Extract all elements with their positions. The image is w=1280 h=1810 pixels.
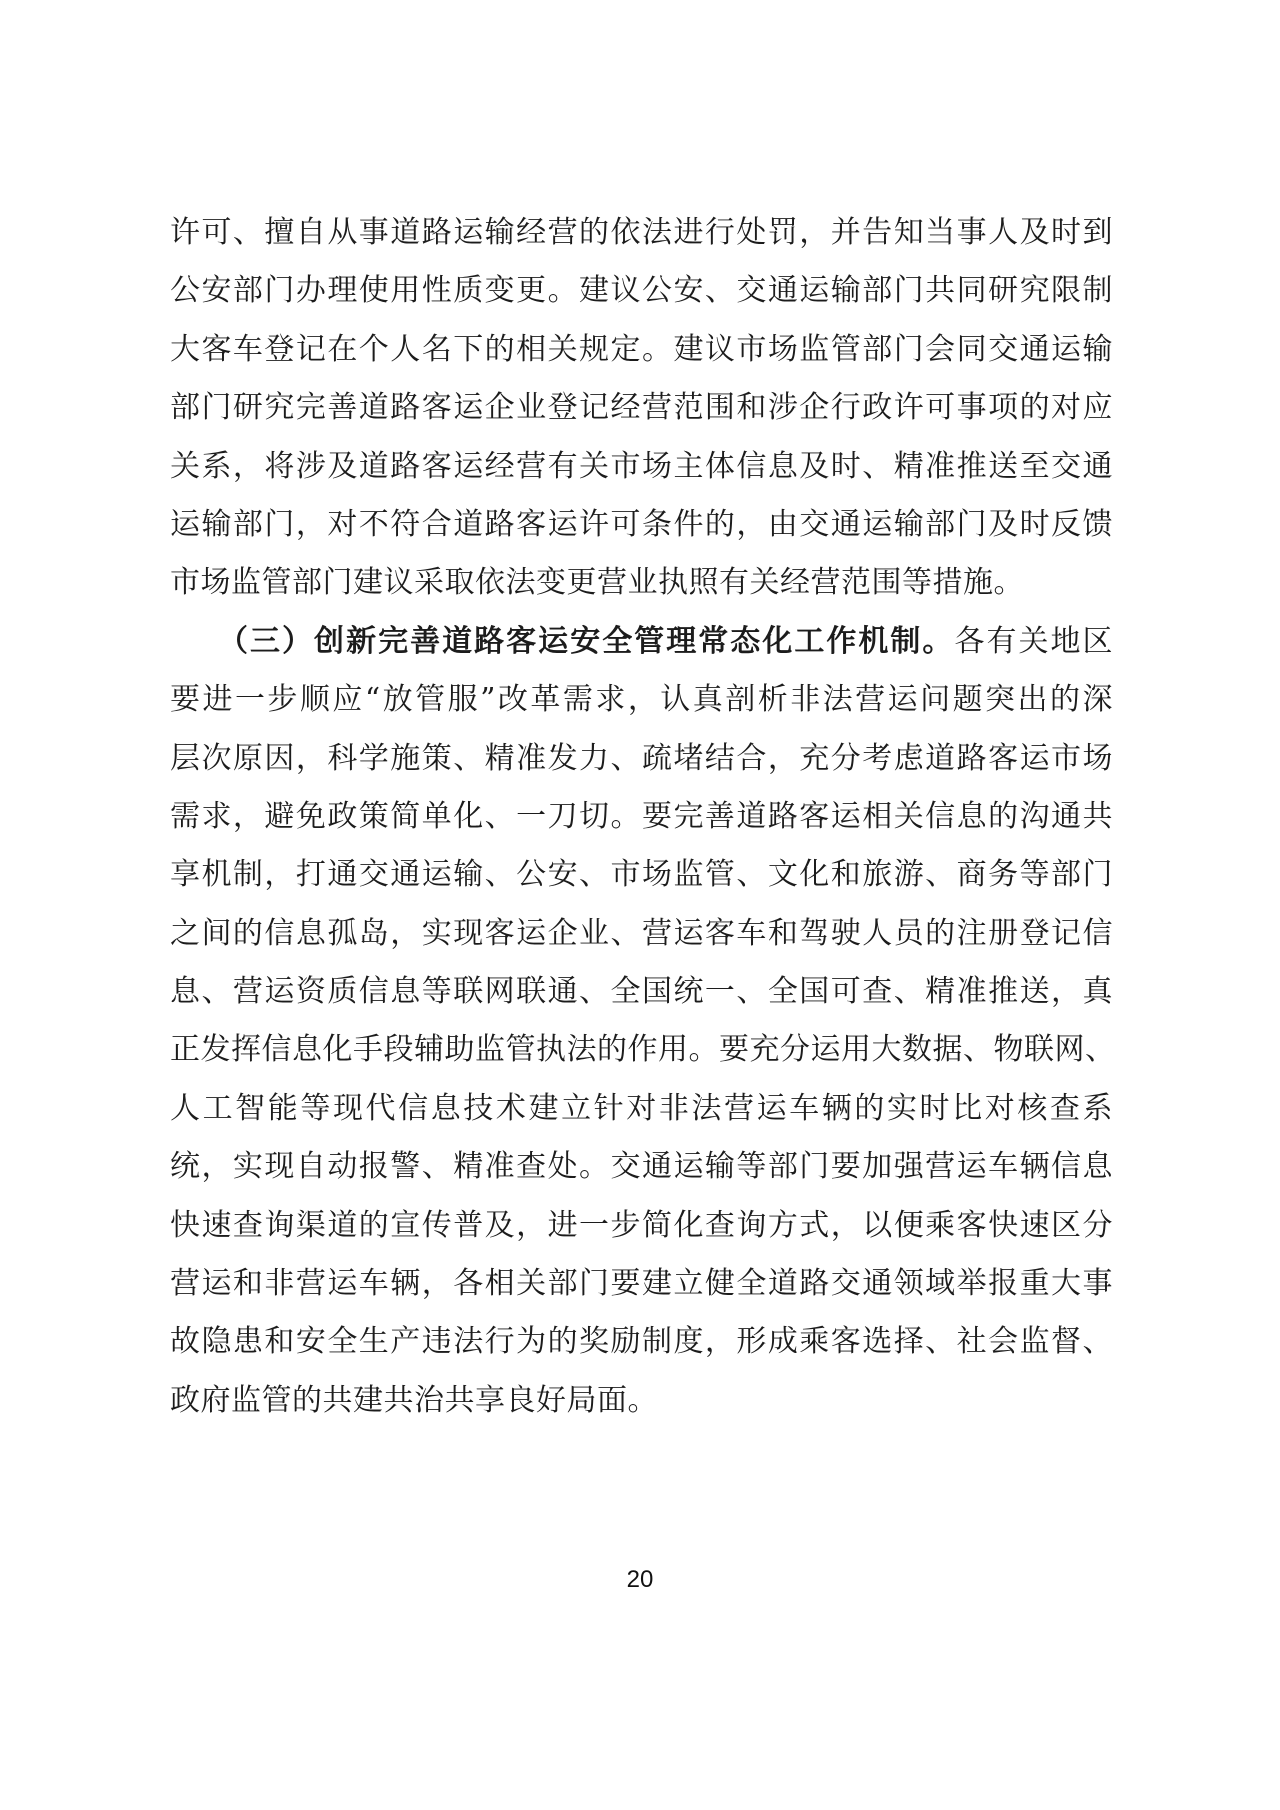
text-line: 正发挥信息化手段辅助监管执法的作用。要充分运用大数据、物联网、 — [170, 1032, 1116, 1068]
text-line-section-heading — [170, 613, 1113, 671]
text-line: 人工智能等现代信息技术建立针对非法营运车辆的实时比对核查系 — [170, 1090, 1113, 1126]
text-line: 息、营运资质信息等联网联通、全国统一、全国可查、精准推送，真 — [170, 974, 1113, 1010]
text-line: 公安部门办理使用性质变更。建议公安、交通运输部门共同研究限制 — [170, 273, 1113, 309]
text-line: 要进一步顺应“放管服”改革需求，认真剖析非法营运问题突出的深 — [170, 682, 1113, 718]
document-body — [170, 204, 1116, 1430]
text-line: 政府监管的共建共治共享良好局面。 — [170, 1382, 658, 1418]
page-number: 20 — [626, 1566, 654, 1593]
text-line: 运输部门，对不符合道路客运许可条件的，由交通运输部门及时反馈 — [170, 506, 1113, 542]
text-line: 许可、擅自从事道路运输经营的依法进行处罚，并告知当事人及时到 — [170, 215, 1113, 250]
text-line: 享机制，打通交通运输、公安、市场监管、文化和旅游、商务等部门 — [170, 857, 1113, 893]
section-heading: （三）创新完善道路客运安全管理常态化工作机制。 — [218, 623, 955, 659]
text-line: 需求，避免政策简单化、一刀切。要完善道路客运相关信息的沟通共 — [170, 798, 1113, 834]
text-line: 层次原因，科学施策、精准发力、疏堵结合，充分考虑道路客运市场 — [170, 740, 1113, 776]
text-line: 统，实现自动报警、精准查处。交通运输等部门要加强营运车辆信息 — [170, 1149, 1113, 1185]
text-line: 快速查询渠道的宣传普及，进一步简化查询方式，以便乘客快速区分 — [170, 1207, 1113, 1243]
section-heading-trailing-text: 各有关地区 — [954, 623, 1114, 659]
text-line: 部门研究完善道路客运企业登记经营范围和涉企行政许可事项的对应 — [170, 390, 1113, 426]
text-line: 市场监管部门建议采取依法变更营业执照有关经营范围等措施。 — [170, 565, 1024, 601]
text-line: 关系，将涉及道路客运经营有关市场主体信息及时、精准推送至交通 — [170, 448, 1113, 484]
text-line: 营运和非营运车辆，各相关部门要建立健全道路交通领域举报重大事 — [170, 1266, 1113, 1302]
text-line: 大客车登记在个人名下的相关规定。建议市场监管部门会同交通运输 — [170, 331, 1113, 367]
text-line: 故隐患和安全生产违法行为的奖励制度，形成乘客选择、社会监督、 — [170, 1324, 1113, 1360]
text-line: 之间的信息孤岛，实现客运企业、营运客车和驾驶人员的注册登记信 — [170, 915, 1113, 951]
